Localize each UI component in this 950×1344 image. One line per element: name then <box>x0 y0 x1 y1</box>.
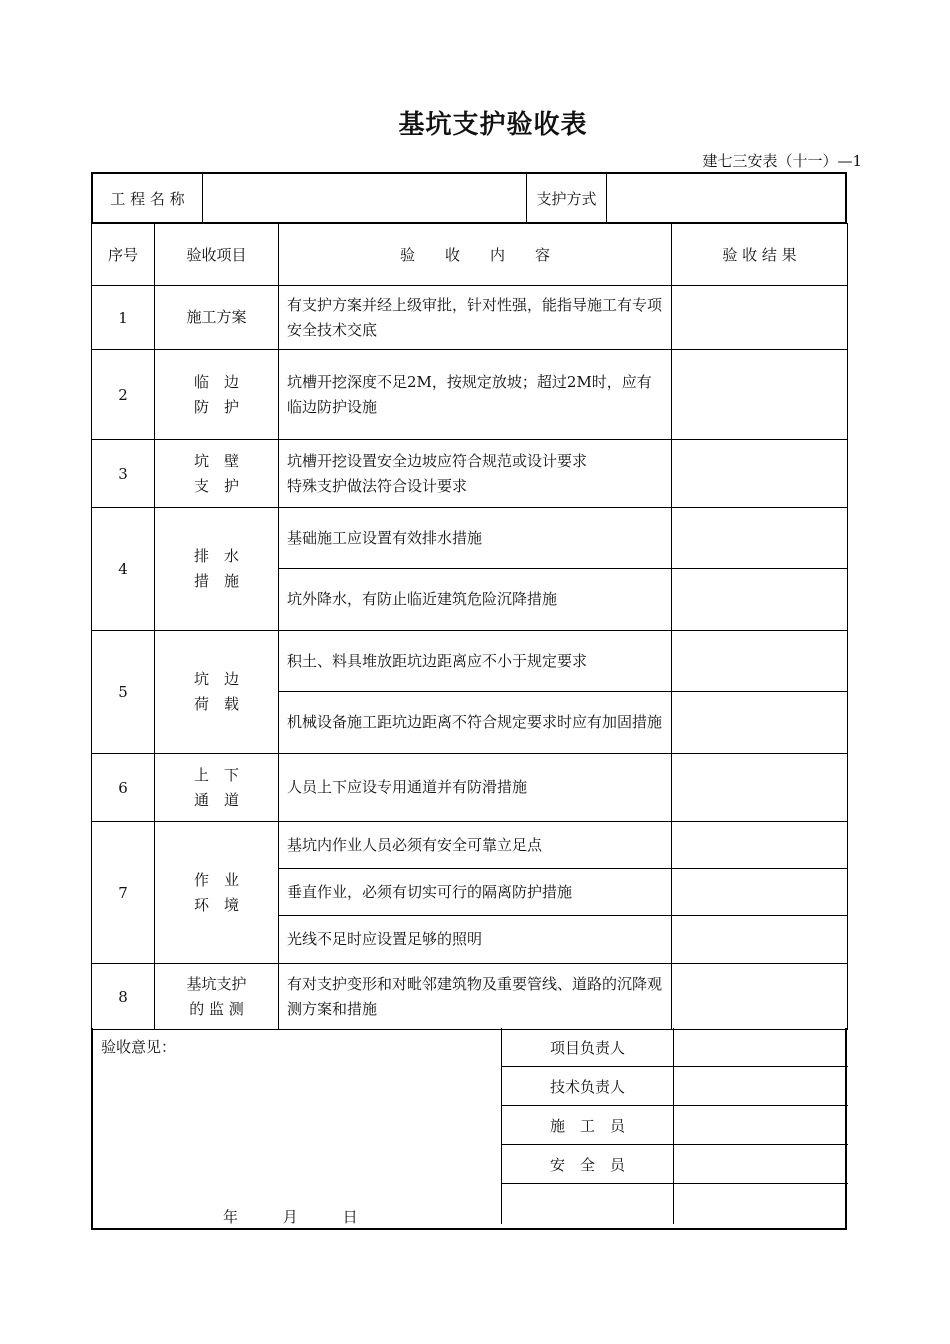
row-content: 有支护方案并经上级审批，针对性强，能指导施工有专项安全技术交底 <box>279 286 672 350</box>
signature-table <box>501 1028 848 1224</box>
row-seq: 6 <box>92 754 155 822</box>
column-header-item: 验收项目 <box>155 224 279 286</box>
result-cell[interactable] <box>672 822 848 869</box>
table-row <box>92 350 848 440</box>
row-content: 机械设备施工距坑边距离不符合规定要求时应有加固措施 <box>279 692 672 754</box>
project-header-row <box>91 172 847 224</box>
row-content: 基础施工应设置有效排水措施 <box>279 508 672 569</box>
result-cell[interactable] <box>672 508 848 569</box>
signature-role: 安 全 员 <box>502 1145 674 1184</box>
result-cell[interactable] <box>672 869 848 916</box>
row-seq: 8 <box>92 964 155 1030</box>
column-header-row <box>92 224 848 286</box>
row-content: 垂直作业，必须有切实可行的隔离防护措施 <box>279 869 672 916</box>
row-item: 坑 边 荷 载 <box>155 631 279 754</box>
date-month: 月 <box>282 1208 298 1226</box>
sign-date <box>223 1206 398 1227</box>
signature-row <box>502 1106 848 1145</box>
row-seq: 2 <box>92 350 155 440</box>
signature-row <box>502 1184 848 1225</box>
signature-role: 项目负责人 <box>502 1028 674 1067</box>
inspection-table <box>91 223 848 1030</box>
signature-role <box>502 1184 674 1225</box>
signature-role: 技术负责人 <box>502 1067 674 1106</box>
signature-field[interactable] <box>674 1184 848 1225</box>
date-day: 日 <box>342 1208 358 1226</box>
table-row <box>92 631 848 692</box>
column-header-result: 验 收 结 果 <box>672 224 848 286</box>
row-item: 上 下 通 道 <box>155 754 279 822</box>
result-cell[interactable] <box>672 631 848 692</box>
result-cell[interactable] <box>672 964 848 1030</box>
result-cell[interactable] <box>672 440 848 508</box>
signature-row <box>502 1145 848 1184</box>
form-code: 建七三安表（十一）—1 <box>702 152 862 170</box>
column-header-content: 验 收 内 容 <box>279 224 672 286</box>
acceptance-opinion-section <box>91 1028 847 1230</box>
row-content: 坑槽开挖深度不足2M，按规定放坡；超过2M时，应有临边防护设施 <box>279 350 672 440</box>
row-seq: 7 <box>92 822 155 964</box>
signature-field[interactable] <box>674 1067 848 1106</box>
row-content: 坑外降水，有防止临近建筑危险沉降措施 <box>279 569 672 631</box>
result-cell[interactable] <box>672 692 848 754</box>
signature-field[interactable] <box>674 1145 848 1184</box>
table-row <box>92 286 848 350</box>
row-content: 积土、料具堆放距坑边距离应不小于规定要求 <box>279 631 672 692</box>
table-row <box>92 440 848 508</box>
row-seq: 1 <box>92 286 155 350</box>
opinion-label: 验收意见： <box>101 1038 177 1056</box>
row-item: 临 边 防 护 <box>155 350 279 440</box>
row-item: 基坑支护 的 监 测 <box>155 964 279 1030</box>
result-cell[interactable] <box>672 754 848 822</box>
row-item: 坑 壁 支 护 <box>155 440 279 508</box>
project-name-field[interactable] <box>203 174 527 222</box>
result-cell[interactable] <box>672 916 848 964</box>
support-method-field[interactable] <box>607 174 845 222</box>
result-cell[interactable] <box>672 286 848 350</box>
column-header-seq: 序号 <box>92 224 155 286</box>
result-cell[interactable] <box>672 569 848 631</box>
date-year: 年 <box>223 1208 239 1226</box>
page-title: 基坑支护验收表 <box>398 110 588 140</box>
row-seq: 4 <box>92 508 155 631</box>
row-content: 人员上下应设专用通道并有防滑措施 <box>279 754 672 822</box>
table-row <box>92 754 848 822</box>
row-seq: 5 <box>92 631 155 754</box>
row-content: 有对支护变形和对毗邻建筑物及重要管线、道路的沉降观测方案和措施 <box>279 964 672 1030</box>
table-row <box>92 822 848 869</box>
row-content: 坑槽开挖设置安全边坡应符合规范或设计要求 特殊支护做法符合设计要求 <box>279 440 672 508</box>
row-item: 作 业 环 境 <box>155 822 279 964</box>
row-item: 施工方案 <box>155 286 279 350</box>
signature-field[interactable] <box>674 1028 848 1067</box>
signature-row <box>502 1028 848 1067</box>
signature-row <box>502 1067 848 1106</box>
row-item: 排 水 措 施 <box>155 508 279 631</box>
table-row <box>92 964 848 1030</box>
project-name-label: 工 程 名 称 <box>93 174 203 222</box>
support-method-label: 支护方式 <box>527 174 607 222</box>
signature-role: 施 工 员 <box>502 1106 674 1145</box>
row-content: 基坑内作业人员必须有安全可靠立足点 <box>279 822 672 869</box>
signature-field[interactable] <box>674 1106 848 1145</box>
row-seq: 3 <box>92 440 155 508</box>
table-row <box>92 508 848 569</box>
row-content: 光线不足时应设置足够的照明 <box>279 916 672 964</box>
result-cell[interactable] <box>672 350 848 440</box>
